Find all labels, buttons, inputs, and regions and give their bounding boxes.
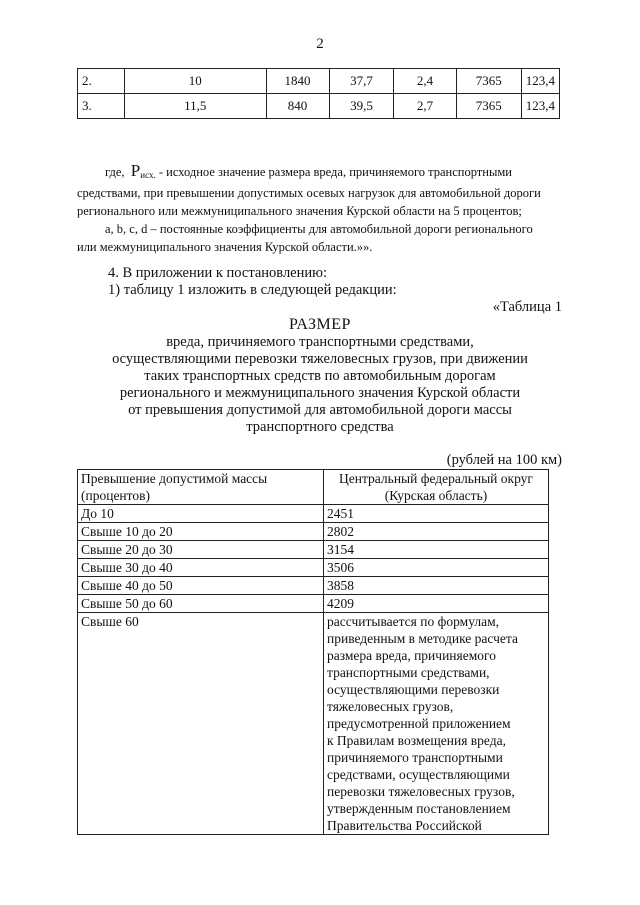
note-line: транспортными средствами, [327, 665, 490, 680]
table-row [78, 559, 549, 577]
note-line: к Правилам возмещения вреда, [327, 733, 506, 748]
heading-title: РАЗМЕР [289, 316, 351, 333]
range-cell: Свыше 50 до 60 [78, 595, 324, 613]
table-row [78, 541, 549, 559]
explanation-line [77, 220, 567, 238]
header-cell-excess [78, 470, 324, 505]
header-text: (Курская область) [384, 488, 488, 503]
value-cell: 2802 [324, 523, 549, 541]
table-cell: 1840 [266, 69, 329, 94]
heading-line: регионального и межмуниципального значения Курской области [119, 385, 521, 401]
damage-rates-table [77, 469, 549, 835]
explanation-line: средствами, при превышении допустимых осевых нагрузок для автомобильной дороги [77, 186, 541, 200]
calculation-note-cell [324, 613, 549, 835]
header-text: Центральный федеральный округ [339, 471, 533, 486]
value-cell: 2451 [324, 505, 549, 523]
note-line: тяжеловесных грузов, [327, 699, 454, 714]
note-line: утвержденным постановлением [327, 801, 511, 816]
note-line: перевозки тяжеловесных грузов, [327, 784, 515, 799]
note-line: осуществляющими перевозки [327, 682, 500, 697]
formula-explanation [77, 162, 567, 256]
header-text: Превышение допустимой массы [81, 471, 268, 486]
explanation-text: a, b, c, d – постоянные коэффициенты для автомобильной дороги регионального [105, 222, 533, 236]
range-cell: Свыше 30 до 40 [78, 559, 324, 577]
note-line: предусмотренной приложением [327, 716, 511, 731]
item-4-1-text: 1) таблицу 1 изложить в следующей редакции: [108, 282, 397, 298]
table-row [78, 94, 560, 119]
table-cell: 2,4 [394, 69, 456, 94]
table-cell: 3. [78, 94, 125, 119]
range-cell: Свыше 20 до 30 [78, 541, 324, 559]
table-cell: 39,5 [329, 94, 394, 119]
value-cell: 4209 [324, 595, 549, 613]
note-line: размера вреда, причиняемого [327, 648, 496, 663]
heading-line: осуществляющими перевозки тяжеловесных грузов, при движении [112, 351, 528, 367]
table-caption: «Таблица 1 [492, 299, 562, 315]
table-row [78, 523, 549, 541]
note-line: рассчитывается по формулам, [327, 614, 499, 629]
table-row [78, 613, 549, 835]
heading-line: транспортного средства [246, 419, 394, 435]
table-row [78, 69, 560, 94]
table-cell: 11,5 [125, 94, 266, 119]
explanation-line: или межмуниципального значения Курской области.»». [77, 240, 373, 254]
where-lead: где, [105, 165, 125, 179]
note-line: средствами, осуществляющими [327, 767, 510, 782]
heading-line: вреда, причиняемого транспортными средствами, [166, 334, 474, 350]
table-row [78, 505, 549, 523]
range-cell: До 10 [78, 505, 324, 523]
range-cell: Свыше 10 до 20 [78, 523, 324, 541]
coefficients-table-continuation [77, 68, 560, 119]
note-line: Правительства Российской [327, 818, 482, 833]
explanation-line [77, 162, 567, 184]
formula-symbol: Р [130, 161, 141, 180]
formula-symbol-subscript: исх. [140, 170, 156, 180]
table-row [78, 577, 549, 595]
table-cell: 2. [78, 69, 125, 94]
table-row [78, 595, 549, 613]
range-cell: Свыше 40 до 50 [78, 577, 324, 595]
table-cell: 2,7 [394, 94, 456, 119]
table-cell: 123,4 [521, 69, 559, 94]
value-cell: 3506 [324, 559, 549, 577]
table-header-row [78, 470, 549, 505]
value-cell: 3858 [324, 577, 549, 595]
table-cell: 37,7 [329, 69, 394, 94]
units-label: (рублей на 100 км) [446, 452, 562, 468]
heading-line: от превышения допустимой для автомобильной дороги массы [128, 402, 512, 418]
table-cell: 7365 [456, 69, 521, 94]
range-cell: Свыше 60 [78, 613, 324, 835]
explanation-text: - исходное значение размера вреда, причиняемого транспортными [155, 165, 512, 179]
explanation-line: регионального или межмуниципального значения Курской области на 5 процентов; [77, 204, 522, 218]
table-cell: 123,4 [521, 94, 559, 119]
page-number: 2 [316, 36, 324, 52]
header-cell-district [324, 470, 549, 505]
heading-line: таких транспортных средств по автомобильным дорогам [144, 368, 496, 384]
item-4-text: 4. В приложении к постановлению: [108, 265, 328, 281]
value-cell: 3154 [324, 541, 549, 559]
note-line: приведенным в методике расчета [327, 631, 518, 646]
header-text: (процентов) [81, 488, 151, 503]
table-cell: 7365 [456, 94, 521, 119]
table-cell: 840 [266, 94, 329, 119]
note-line: причиняемого транспортными [327, 750, 503, 765]
heading-subtitle [0, 334, 640, 436]
table-cell: 10 [125, 69, 266, 94]
